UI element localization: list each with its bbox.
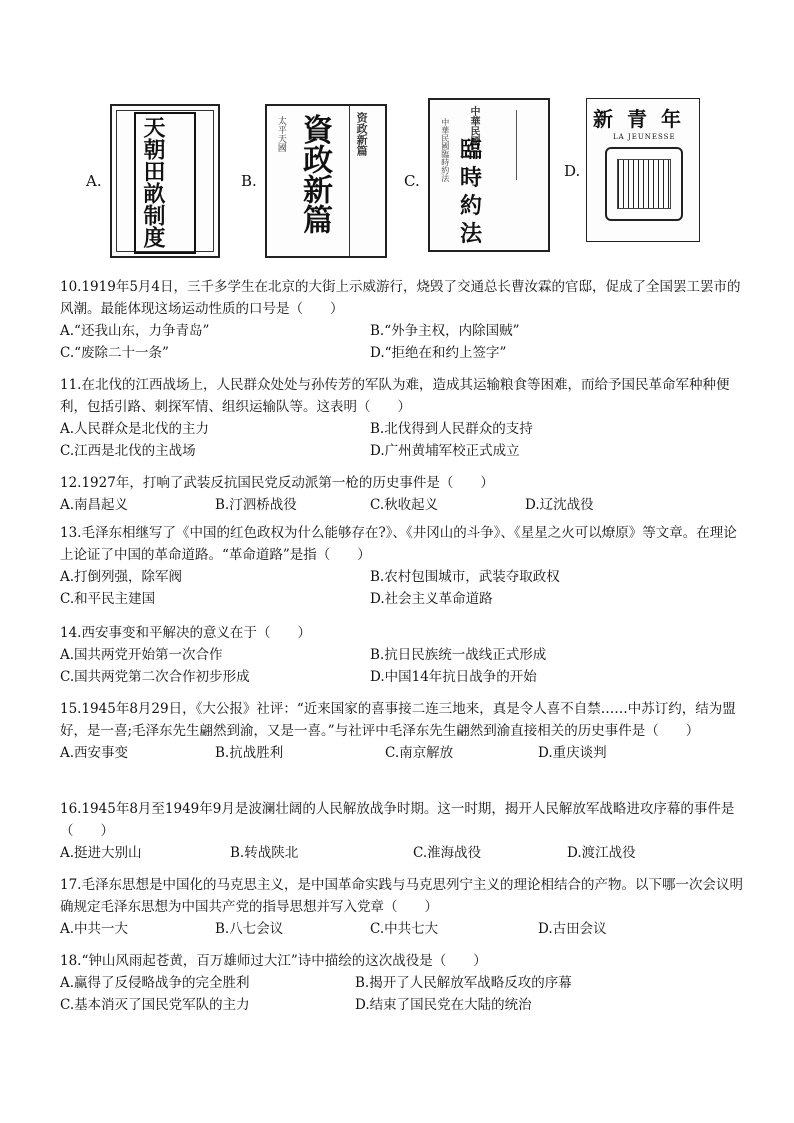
question-11 — [60, 374, 750, 462]
question-14-option-b[interactable]: B.抗日民族统一战线正式形成 — [370, 647, 547, 663]
figure-d-title: 新青年 — [593, 107, 695, 131]
question-12-options-row — [60, 494, 750, 516]
question-16-options-row — [60, 842, 750, 864]
question-12-option-d[interactable]: D.辽沈战役 — [525, 497, 594, 513]
question-10-stem: 10.1919年5月4日，三千多学生在北京的大街上示威游行，烧毁了交通总长曹汝霖的官邸，促成了全国罢工罢市的风潮。最能体现这场运动性质的口号是（ ） — [60, 279, 741, 317]
figure-a — [86, 92, 226, 262]
question-18-options-row-2 — [60, 994, 750, 1016]
figure-d-ornament — [605, 147, 683, 221]
question-18-option-b[interactable]: B.揭开了人民解放军战略反攻的序幕 — [355, 975, 572, 991]
question-12-option-c[interactable]: C.秋收起义 — [370, 497, 439, 513]
question-17-option-a[interactable]: A.中共一大 — [60, 921, 129, 937]
question-10-options-row-1 — [60, 320, 750, 342]
question-10-options-row-2 — [60, 342, 750, 364]
question-14-options-row-2 — [60, 666, 750, 688]
question-10-option-c[interactable]: C.“废除二十一条” — [60, 345, 169, 361]
figure-d-label: D. — [564, 162, 581, 180]
figure-c-top-text: 中華民國 — [468, 106, 479, 146]
question-17-option-c[interactable]: C.中共七大 — [370, 921, 439, 937]
question-15-options-row — [60, 742, 750, 764]
question-13 — [60, 522, 750, 610]
question-14-option-a[interactable]: A.国共两党开始第一次合作 — [60, 647, 223, 663]
figure-a-label: A. — [86, 172, 102, 190]
question-14-stem: 14.西安事变和平解决的意义在于（ ） — [60, 625, 311, 641]
question-10-option-a[interactable]: A.“还我山东，力争青岛” — [60, 323, 210, 339]
question-12-stem: 12.1927年，打响了武装反抗国民党反动派第一枪的历史事件是（ ） — [60, 475, 494, 491]
figure-d-magazine-cover — [586, 98, 700, 242]
question-13-stem: 13.毛泽东相继写了《中国的红色政权为什么能够存在?》、《井冈山的斗争》、《星星之火可以燎原》等文章。在理论上论证了中国的革命道路。“革命道路”是指（ ） — [60, 525, 737, 563]
figure-c-side-text: 中華民國臨時約法 — [440, 118, 450, 182]
question-13-options-row-1 — [60, 566, 750, 588]
question-15 — [60, 698, 750, 764]
figure-b-label: B. — [241, 172, 257, 190]
figure-a-book-cover — [110, 104, 220, 258]
question-11-option-d[interactable]: D.广州黄埔军校正式成立 — [370, 443, 520, 459]
question-11-option-c[interactable]: C.江西是北伐的主战场 — [60, 443, 196, 459]
question-11-option-b[interactable]: B.北伐得到人民群众的支持 — [370, 421, 533, 437]
question-10 — [60, 276, 750, 364]
figure-b-title: 資政新篇 — [297, 114, 332, 234]
question-11-options-row-1 — [60, 418, 750, 440]
question-16-option-d[interactable]: D.渡江战役 — [567, 845, 636, 861]
figure-b — [241, 92, 391, 262]
question-16 — [60, 798, 750, 864]
question-18 — [60, 950, 750, 1016]
question-14 — [60, 622, 750, 688]
question-12-option-b[interactable]: B.汀泗桥战役 — [215, 497, 297, 513]
question-17-options-row — [60, 918, 750, 940]
question-13-options-row-2 — [60, 588, 750, 610]
question-18-option-a[interactable]: A.赢得了反侵略战争的完全胜利 — [60, 975, 250, 991]
figure-d-subtitle: LA JEUNESSE — [613, 133, 676, 141]
question-11-options-row-2 — [60, 440, 750, 462]
question-13-option-b[interactable]: B.农村包围城市，武装夺取政权 — [370, 569, 560, 585]
figure-c-book-cover — [428, 98, 550, 252]
figure-c-title: 臨時約法 — [460, 137, 483, 247]
figure-strip — [86, 92, 706, 262]
question-14-options-row-1 — [60, 644, 750, 666]
question-11-option-a[interactable]: A.人民群众是北伐的主力 — [60, 421, 210, 437]
question-17-option-d[interactable]: D.古田会议 — [538, 921, 607, 937]
figure-b-side-text: 太平天國 — [275, 116, 286, 152]
question-13-option-a[interactable]: A.打倒列强，除军阀 — [60, 569, 183, 585]
figure-b-book-cover — [265, 104, 387, 258]
figure-c — [404, 92, 554, 262]
question-16-option-b[interactable]: B.转战陕北 — [230, 845, 299, 861]
question-16-option-c[interactable]: C.淮海战役 — [413, 845, 482, 861]
question-15-option-b[interactable]: B.抗战胜利 — [215, 745, 284, 761]
question-18-option-c[interactable]: C.基本消灭了国民党军队的主力 — [60, 997, 250, 1013]
question-12-option-a[interactable]: A.南昌起义 — [60, 497, 129, 513]
question-13-option-c[interactable]: C.和平民主建国 — [60, 591, 156, 607]
question-17-stem: 17.毛泽东思想是中国化的马克思主义，是中国革命实践与马克思列宁主义的理论相结合的产物。以下哪一次会议明确规定毛泽东思想为中国共产党的指导思想并写入党章（ ） — [60, 877, 743, 915]
question-10-option-b[interactable]: B.“外争主权，内除国贼” — [370, 323, 520, 339]
question-12 — [60, 472, 750, 516]
question-17 — [60, 874, 750, 940]
question-15-option-a[interactable]: A.西安事变 — [60, 745, 129, 761]
figure-b-top-text: 资政新篇 — [355, 112, 369, 156]
question-11-stem: 11.在北伐的江西战场上，人民群众处处与孙传芳的军队为难，造成其运输粮食等困难，而给予国民革命军种种便利，包括引路、刺探军情、组织运输队等。这表明（ ） — [60, 377, 730, 415]
question-13-option-d[interactable]: D.社会主义革命道路 — [370, 591, 493, 607]
question-18-options-row-1 — [60, 972, 750, 994]
question-15-stem: 15.1945年8月29日，《大公报》社评：“近来国家的喜事接二连三地来，真是令人喜不自禁……中苏订约，结为盟好，是一喜;毛泽东先生翩然到渝，又是一喜。”与社评中毛泽东先生翩然到渝直接相关的历史事件是（ ） — [60, 701, 736, 739]
question-18-stem: 18.“钟山风雨起苍黄，百万雄师过大江”诗中描绘的这次战役是（ ） — [60, 953, 487, 969]
question-10-option-d[interactable]: D.“拒绝在和约上签字” — [370, 345, 507, 361]
question-15-option-c[interactable]: C.南京解放 — [385, 745, 454, 761]
question-16-stem: 16.1945年8月至1949年9月是波澜壮阔的人民解放战争时期。这一时期，揭开人民解放军战略进攻序幕的事件是（ ） — [60, 801, 735, 839]
figure-a-title: 天朝田畝制度 — [140, 116, 166, 248]
figure-c-label: C. — [404, 172, 420, 190]
question-17-option-b[interactable]: B.八七会议 — [215, 921, 284, 937]
question-15-option-d[interactable]: D.重庆谈判 — [538, 745, 607, 761]
question-14-option-c[interactable]: C.国共两党第二次合作初步形成 — [60, 669, 250, 685]
question-14-option-d[interactable]: D.中国14年抗日战争的开始 — [370, 669, 537, 685]
figure-d — [564, 92, 704, 262]
question-16-option-a[interactable]: A.挺进大别山 — [60, 845, 142, 861]
question-18-option-d[interactable]: D.结束了国民党在大陆的统治 — [355, 997, 532, 1013]
